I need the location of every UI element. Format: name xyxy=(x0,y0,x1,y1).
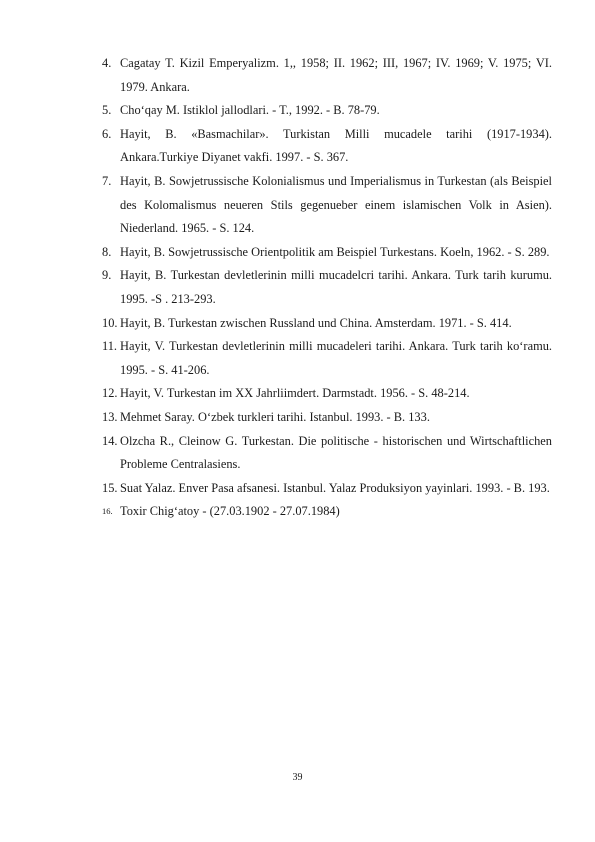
reference-number: 11. xyxy=(102,339,118,354)
reference-item xyxy=(102,241,552,265)
reference-item xyxy=(102,335,552,382)
reference-text: Hayit, B. Turkestan devletlerinin milli mucadelcri tarihi. Ankara. Turk tarih kurumu. 1995. -S . 213-293. xyxy=(120,268,552,306)
reference-text: Mehmet Saray. O‘zbek turkleri tarihi. Istanbul. 1993. - B. 133. xyxy=(120,409,430,424)
reference-item xyxy=(102,406,552,430)
reference-number: 7. xyxy=(102,173,112,188)
reference-item xyxy=(102,430,552,477)
reference-number: 9. xyxy=(102,268,112,283)
reference-text: Hayit, B. Sowjetrussische Orientpolitik am Beispiel Turkestans. Koeln, 1962. - S. 289. xyxy=(120,244,550,259)
reference-number: 10. xyxy=(102,315,118,330)
reference-number: 8. xyxy=(102,244,112,259)
reference-text: Hayit, B. Turkestan zwischen Russland und China. Amsterdam. 1971. - S. 414. xyxy=(120,315,512,330)
reference-item xyxy=(102,500,552,524)
reference-item xyxy=(102,123,552,170)
reference-text: Suat Yalaz. Enver Pasa afsanesi. Istanbul. Yalaz Produksiyon yayinlari. 1993. - B. 193. xyxy=(120,480,550,495)
reference-list xyxy=(102,52,552,524)
reference-text: Hayit, V. Turkestan devletlerinin milli mucadeleri tarihi. Ankara. Turk tarih ko‘ramu. 1995. - S. 41-206. xyxy=(120,339,552,377)
reference-item xyxy=(102,52,552,99)
reference-text: Cho‘qay M. Istiklol jallodlari. - T., 1992. - B. 78-79. xyxy=(120,103,380,118)
reference-item xyxy=(102,170,552,241)
reference-number: 4. xyxy=(102,56,112,70)
reference-text: Hayit, B. Sowjetrussische Kolonialismus und Imperialismus in Turkestan (als Beispiel des Kolomalismus neueren Stils gegenueber einem islamischen Volk in Asien). Niederland. 1965. - S. 124. xyxy=(120,173,552,236)
reference-number: 12. xyxy=(102,386,118,401)
reference-item xyxy=(102,477,552,501)
reference-item xyxy=(102,312,552,336)
reference-number: 15. xyxy=(102,480,118,495)
reference-number: 5. xyxy=(102,103,112,118)
reference-item xyxy=(102,382,552,406)
reference-text: Hayit, B. «Basmachilar». Turkistan Milli mucadele tarihi (1917-1934). Ankara.Turkiye Diyanet vakfi. 1997. - S. 367. xyxy=(120,126,552,165)
reference-number: 13. xyxy=(102,409,118,424)
reference-item xyxy=(102,99,552,123)
reference-number: 6. xyxy=(102,126,112,141)
reference-number: 16. xyxy=(102,506,113,517)
reference-text: Toxir Chig‘atoy - (27.03.1902 - 27.07.1984) xyxy=(120,504,340,519)
page-number: 39 xyxy=(292,772,303,783)
reference-item xyxy=(102,264,552,311)
reference-text: Olzcha R., Cleinow G. Turkestan. Die politische - historischen und Wirtschaftlichen Probleme Centralasiens. xyxy=(120,433,552,472)
reference-number: 14. xyxy=(102,433,118,448)
reference-text: Cagatay T. Kizil Emperyalizm. 1,, 1958; II. 1962; III, 1967; IV. 1969; V. 1975; VI. 1979. Ankara. xyxy=(120,56,552,94)
reference-text: Hayit, V. Turkestan im XX Jahrliimdert. Darmstadt. 1956. - S. 48-214. xyxy=(120,386,470,401)
